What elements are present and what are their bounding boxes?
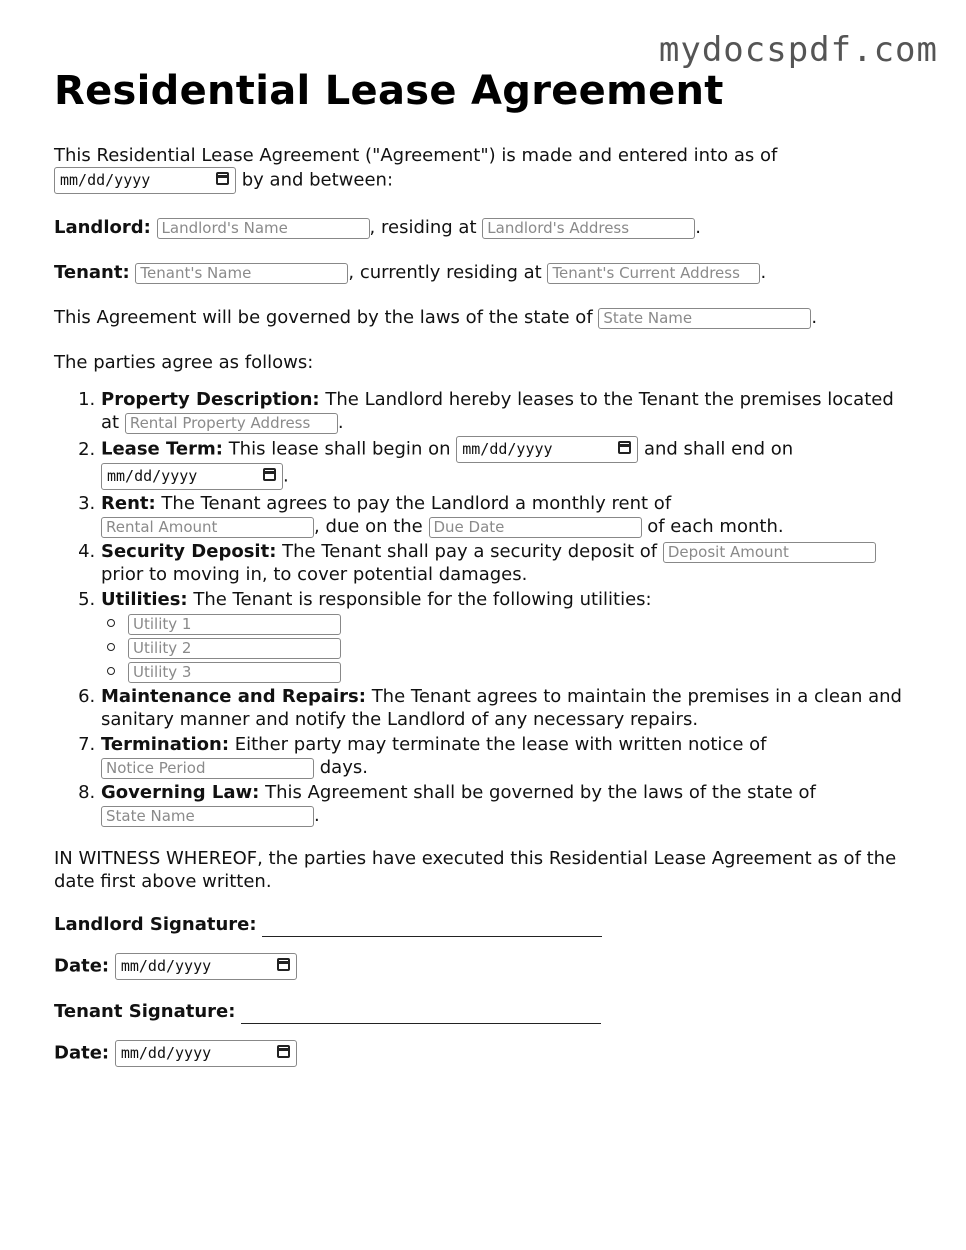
list-item (101, 733, 914, 779)
tenant-end: . (760, 262, 767, 283)
list-item (101, 685, 914, 731)
governed-end: . (811, 307, 818, 328)
termination-label: Termination: (101, 734, 230, 755)
calendar-icon[interactable] (216, 172, 229, 185)
maintenance-label: Maintenance and Repairs: (101, 686, 366, 707)
maintenance-text: The Tenant agrees to maintain the premises in a clean and sanitary manner and notify the Landlord of any necessary repairs. (101, 686, 902, 730)
termination-text: Either party may terminate the lease with written notice of (234, 734, 767, 755)
governed-row (54, 306, 914, 329)
list-item (101, 540, 914, 586)
lease-term-label: Lease Term: (101, 438, 223, 460)
property-address-input[interactable] (125, 413, 338, 434)
utilities-text: The Tenant is responsible for the following utilities: (193, 589, 652, 610)
utility-3-input[interactable] (128, 662, 341, 683)
tenant-row (54, 261, 914, 284)
governing-law-label: Governing Law: (101, 782, 260, 803)
calendar-icon[interactable] (277, 1045, 290, 1058)
landlord-date-input[interactable]: mm/dd/yyyy (115, 953, 297, 980)
list-item (128, 661, 914, 683)
landlord-signature-label: Landlord Signature: (54, 914, 257, 935)
list-item (101, 588, 914, 683)
landlord-residing-text: , residing at (369, 217, 477, 238)
due-date-input[interactable] (429, 517, 642, 538)
intro-after-date: by and between: (241, 169, 394, 191)
landlord-date-row (54, 953, 914, 980)
tenant-date-input[interactable]: mm/dd/yyyy (115, 1040, 297, 1067)
landlord-end: . (695, 217, 701, 238)
property-label: Property Description: (101, 389, 320, 410)
page-title: Residential Lease Agreement (54, 68, 724, 114)
lease-end-date-input[interactable]: mm/dd/yyyy (101, 463, 283, 490)
rent-text: The Tenant agrees to pay the Landlord a monthly rent of (161, 493, 672, 514)
intro-paragraph (54, 144, 914, 194)
utilities-list (101, 613, 914, 683)
deposit-end: prior to moving in, to cover potential damages. (101, 564, 528, 585)
calendar-icon[interactable] (277, 958, 290, 971)
lease-term-text: This lease shall begin on (228, 438, 451, 460)
tenant-residing-text: , currently residing at (348, 262, 542, 283)
rent-mid: , due on the (314, 516, 423, 537)
tenant-address-input[interactable] (547, 263, 760, 284)
landlord-label: Landlord: (54, 217, 151, 238)
state-name-input[interactable] (598, 308, 811, 329)
lease-term-mid: and shall end on (643, 438, 794, 460)
lease-start-date-input[interactable]: mm/dd/yyyy (456, 436, 638, 463)
landlord-name-input[interactable] (157, 218, 370, 239)
landlord-signature-line[interactable] (262, 918, 602, 937)
agreement-date-input[interactable]: mm/dd/yyyy (54, 167, 236, 194)
deposit-amount-input[interactable] (663, 542, 876, 563)
governing-law-end: . (314, 805, 320, 826)
deposit-label: Security Deposit: (101, 541, 277, 562)
tenant-name-input[interactable] (135, 263, 348, 284)
notice-period-input[interactable] (101, 758, 314, 779)
parties-agree: The parties agree as follows: (54, 352, 314, 373)
intro-text: This Residential Lease Agreement ("Agreement") is made and entered into as of (54, 145, 778, 166)
landlord-address-input[interactable] (482, 218, 695, 239)
rental-amount-input[interactable] (101, 517, 314, 538)
landlord-row (54, 216, 914, 239)
governing-law-text: This Agreement shall be governed by the laws of the state of (265, 782, 816, 803)
rent-label: Rent: (101, 493, 156, 514)
terms-list (54, 388, 914, 827)
list-item (128, 637, 914, 659)
deposit-text: The Tenant shall pay a security deposit of (282, 541, 658, 562)
calendar-icon[interactable] (618, 441, 631, 454)
list-item (101, 492, 914, 538)
tenant-signature-row (54, 1000, 914, 1024)
termination-end: days. (319, 757, 368, 778)
tenant-label: Tenant: (54, 262, 130, 283)
list-item (101, 388, 914, 434)
tenant-signature-line[interactable] (241, 1005, 601, 1024)
tenant-date-row (54, 1040, 914, 1067)
date-label: Date: (54, 955, 110, 977)
lease-term-end: . (283, 465, 289, 487)
tenant-signature-label: Tenant Signature: (54, 1001, 236, 1022)
utility-2-input[interactable] (128, 638, 341, 659)
witness-paragraph: IN WITNESS WHEREOF, the parties have executed this Residential Lease Agreement as of the date first above written. (54, 848, 897, 892)
property-text: The Landlord hereby leases to the Tenant the premises located at (101, 389, 894, 433)
governed-text: This Agreement will be governed by the laws of the state of (54, 307, 593, 328)
list-item (101, 781, 914, 827)
utilities-label: Utilities: (101, 589, 188, 610)
landlord-signature-row (54, 913, 914, 937)
list-item (101, 436, 914, 490)
calendar-icon[interactable] (263, 468, 276, 481)
date-label: Date: (54, 1042, 110, 1064)
rent-end: of each month. (647, 516, 784, 537)
watermark: mydocspdf.com (658, 30, 938, 70)
utility-1-input[interactable] (128, 614, 341, 635)
list-item (128, 613, 914, 635)
property-end: . (337, 412, 344, 433)
governing-state-input[interactable] (101, 806, 314, 827)
lease-document (54, 68, 914, 1067)
